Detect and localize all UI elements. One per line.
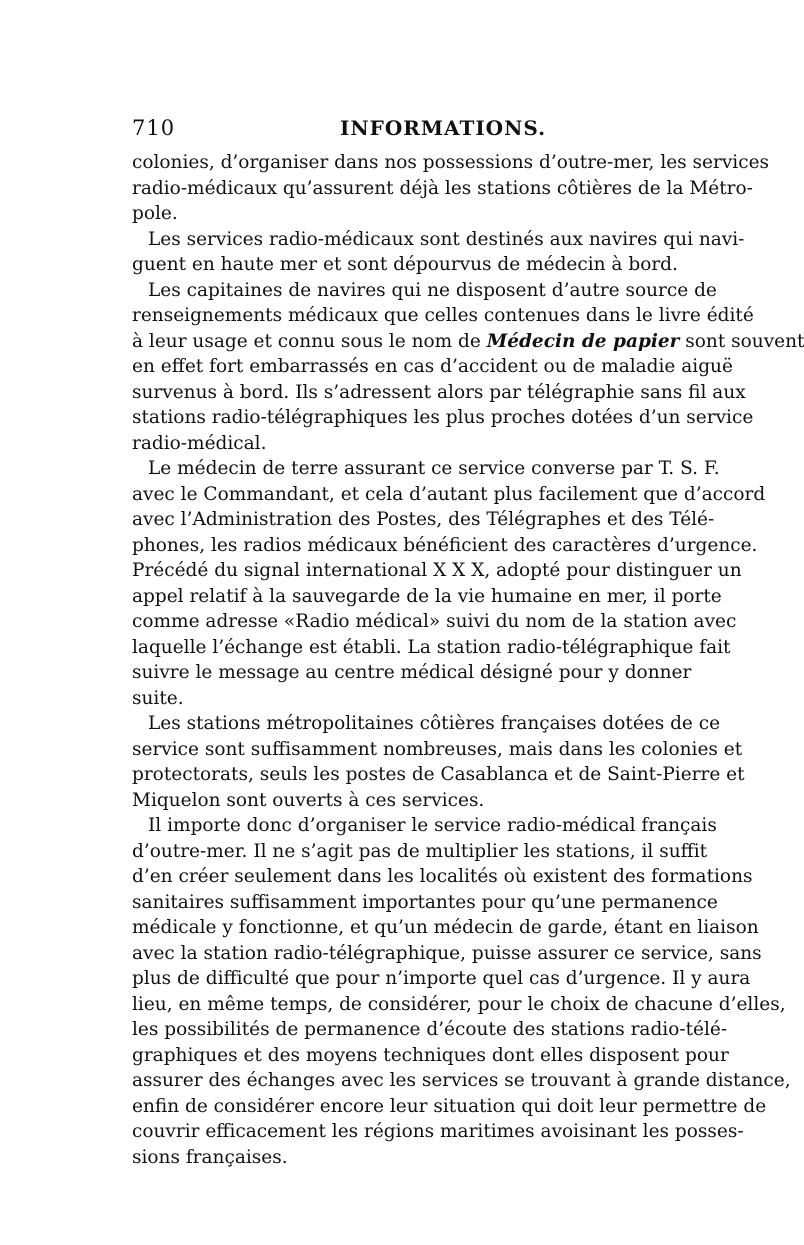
text-line [132, 150, 770, 176]
text-line [132, 329, 804, 355]
text-line-content: Miquelon sont ouverts à ces services. [132, 789, 485, 811]
text-line [132, 609, 737, 635]
text-line [132, 303, 754, 329]
text-line [132, 482, 766, 508]
text-line [132, 890, 718, 916]
text-line [132, 584, 722, 610]
text-line [132, 839, 708, 865]
text-line-content: d’en créer seulement dans les localités où existent des formations [132, 866, 753, 887]
text-line-content: assurer des échanges avec les services se trouvant à grande distance, [132, 1070, 791, 1091]
text-line-content: renseignements médicaux que celles contenues dans le livre édité [132, 305, 754, 326]
text-line [132, 941, 762, 967]
page-number: 710 [132, 116, 176, 140]
text-line [132, 686, 678, 712]
text-line [132, 380, 746, 406]
text-line [132, 456, 720, 482]
text-line-content: pole. [132, 203, 178, 224]
text-line-content: phones, les radios médicaux bénéficient des caractères d’urgence. [132, 534, 758, 556]
text-line [132, 252, 678, 278]
text-line [132, 864, 753, 890]
text-line [132, 354, 733, 380]
text-line-content: sanitaires suffisamment importantes pour qu’une permanence [132, 891, 718, 913]
text-line [132, 1068, 791, 1094]
text-line-content: Les stations métropolitaines côtières françaises dotées de ce [148, 713, 721, 734]
text-line-content: lieu, en même temps, de considérer, pour le choix de chacune d’elles, [132, 993, 786, 1015]
text-line-content: Les services radio-médicaux sont destinés aux navires qui navi- [148, 228, 745, 250]
text-line [132, 201, 678, 227]
text-line-content: Les capitaines de navires qui ne disposent d’autre source de [148, 279, 717, 301]
text-line [132, 660, 692, 686]
text-line-content: en effet fort embarrassés en cas d’accident ou de maladie aiguë [132, 356, 733, 377]
text-line-content: plus de difficulté que pour n’importe quel cas d’urgence. Il y aura [132, 968, 751, 989]
text-line [132, 635, 731, 661]
text-line [132, 788, 678, 814]
text-line-content: suite. [132, 687, 184, 709]
text-line [132, 558, 742, 584]
text-line-content: service sont suffisamment nombreuses, mais dans les colonies et [132, 738, 743, 760]
text-line [132, 278, 717, 304]
running-head: INFORMATIONS. [340, 116, 547, 140]
text-line-content: protectorats, seuls les postes de Casablanca et de Saint-Pierre et [132, 764, 745, 785]
text-line-content: suivre le message au centre médical désigné pour y donner [132, 662, 692, 683]
text-line-content: radio-médical. [132, 432, 267, 454]
text-line [132, 533, 758, 559]
text-line-content: guent en haute mer et sont dépourvus de médecin à bord. [132, 254, 678, 275]
text-line-content: médicale y fonctionne, et qu’un médecin de garde, étant en liaison [132, 917, 759, 938]
text-line [132, 915, 759, 941]
text-line-content: enfin de considérer encore leur situation qui doit leur permettre de [132, 1095, 767, 1117]
text-line-content: sions françaises. [132, 1146, 288, 1168]
text-line-content: comme adresse «Radio médical» suivi du nom de la station avec [132, 611, 737, 632]
text-line [132, 1145, 678, 1171]
text-line [132, 762, 745, 788]
text-line-content: couvrir efficacement les régions maritimes avoisinant les posses- [132, 1121, 744, 1142]
text-line [132, 1043, 729, 1069]
text-line-content: avec la station radio-télégraphique, puisse assurer ce service, sans [132, 942, 762, 964]
italic-title: Médecin de papier [486, 330, 680, 352]
text-line [132, 966, 751, 992]
text-line [132, 405, 754, 431]
text-line-content: avec l’Administration des Postes, des Télégraphes et des Télé- [132, 509, 715, 530]
text-line-content: graphiques et des moyens techniques dont elles disposent pour [132, 1044, 729, 1066]
text-line [132, 176, 753, 202]
text-line [132, 711, 721, 737]
text-line [132, 227, 745, 253]
text-line-content: Précédé du signal international X X X, adopté pour distinguer un [132, 560, 742, 581]
text-line-content: les possibilités de permanence d’écoute des stations radio-télé- [132, 1019, 728, 1040]
text-line-content: radio-médicaux qu’assurent déjà les stations côtières de la Métro- [132, 177, 753, 199]
body-text [132, 150, 804, 1170]
text-line [132, 1094, 767, 1120]
text-line-content: Il importe donc d’organiser le service radio-médical français [148, 815, 717, 836]
text-line-content: Le médecin de terre assurant ce service converse par T. S. F. [148, 458, 720, 479]
text-line [132, 737, 743, 763]
text-line-content: appel relatif à la sauvegarde de la vie humaine en mer, il porte [132, 585, 722, 607]
text-line-content: d’outre-mer. Il ne s’agit pas de multiplier les stations, il suffit [132, 840, 708, 862]
text-line [132, 431, 678, 457]
page-header [132, 116, 678, 144]
text-line-content: avec le Commandant, et cela d’autant plus facilement que d’accord [132, 483, 766, 505]
text-line [132, 992, 786, 1018]
text-line [132, 813, 717, 839]
text-line [132, 1119, 744, 1145]
text-line [132, 1017, 728, 1043]
text-line-continuation: sont souvent [679, 330, 804, 352]
text-line-content: colonies, d’organiser dans nos possessions d’outre-mer, les services [132, 152, 770, 173]
text-line-content: stations radio-télégraphiques les plus proches dotées d’un service [132, 407, 754, 428]
text-line-content: laquelle l’échange est établi. La station radio-télégraphique fait [132, 636, 731, 658]
text-line-content: à leur usage et connu sous le nom de [132, 330, 487, 352]
text-line [132, 507, 715, 533]
text-line-content: survenus à bord. Ils s’adressent alors par télégraphie sans fil aux [132, 381, 746, 403]
